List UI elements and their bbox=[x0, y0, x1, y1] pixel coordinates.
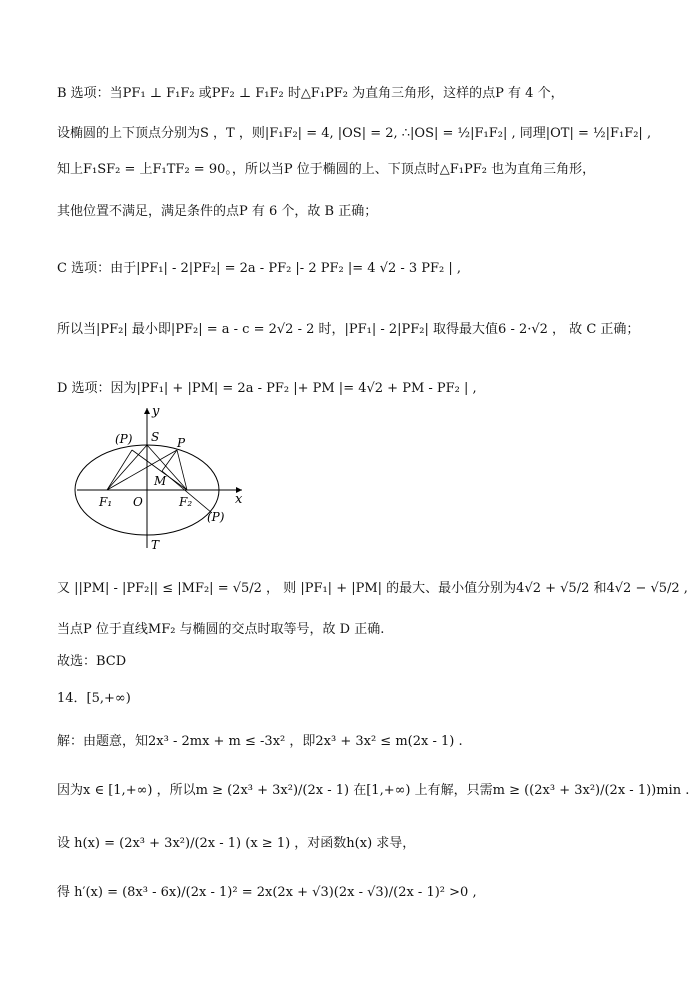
segment-f1-s bbox=[107, 445, 147, 490]
label-f2: F₂ bbox=[179, 495, 193, 509]
option-b-line-3: 知上F₁SF₂ = 上F₁TF₂ = 90。，所以当P 位于椭圆的上、下顶点时△F₁PF₂ 也为直角三角形， bbox=[57, 162, 596, 177]
label-s: S bbox=[151, 430, 160, 444]
solution-line-4: 得 h′(x) = (8x³ - 6x)/(2x - 1)² = 2x(2x + √3)(2x - √3)/(2x - 1)² >0 , bbox=[57, 885, 477, 900]
segment-f1-p bbox=[107, 450, 177, 490]
solution-line-3: 设 h(x) = (2x³ + 3x²)/(2x - 1) (x ≥ 1) ，对函数h(x) 求导， bbox=[57, 836, 416, 851]
solution-line-2: 因为x ∈ [1,+∞) ，所以m ≥ (2x³ + 3x²)/(2x - 1) 在[1,+∞) 上有解，只需m ≥ ((2x³ + 3x²)/(2x - 1))min . bbox=[57, 783, 690, 798]
answer-line: 故选：BCD bbox=[57, 654, 127, 669]
option-b-line-1: B 选项：当PF₁ ⊥ F₁F₂ 或PF₂ ⊥ F₁F₂ 时△F₁PF₂ 为直角三角形，这样的点P 有 4 个， bbox=[57, 86, 564, 101]
option-b-line-4: 其他位置不满足，满足条件的点P 有 6 个，故 B 正确； bbox=[57, 204, 378, 219]
label-y: y bbox=[152, 404, 160, 419]
label-p-left: (P) bbox=[115, 432, 133, 446]
option-b-line-2: 设椭圆的上下顶点分别为S ，T ，则|F₁F₂| = 4, |OS| = 2, ∴|OS| = ½|F₁F₂| , 同理|OT| = ½|F₁F₂| , bbox=[57, 126, 652, 141]
label-x: x bbox=[235, 492, 243, 507]
option-d-line-3: 当点P 位于直线MF₂ 与椭圆的交点时取等号，故 D 正确. bbox=[57, 622, 385, 637]
segment-f1-p-left bbox=[107, 450, 132, 490]
solution-line-1: 解：由题意，知2x³ - 2mx + m ≤ -3x² ，即2x³ + 3x² ≤ m(2x - 1) . bbox=[57, 734, 463, 749]
question-14-answer: 14．[5,+∞) bbox=[57, 691, 131, 706]
option-d-line-2: 又 ||PM| - |PF₂|| ≤ |MF₂| = √5/2 ， 则 |PF₁| + |PM| 的最大、最小值分别为4√2 + √5/2 和4√2 − √5/2 , bbox=[57, 581, 688, 596]
segment-m-p bbox=[162, 450, 177, 471]
y-axis-arrow bbox=[144, 408, 150, 414]
label-m: M bbox=[154, 474, 167, 488]
label-p: P bbox=[177, 436, 186, 450]
option-c-line-2: 所以当|PF₂| 最小即|PF₂| = a - c = 2√2 - 2 时，|PF₁| - 2|PF₂| 取得最大值6 - 2·√2 ， 故 C 正确； bbox=[57, 322, 640, 337]
option-c-line-1: C 选项：由于|PF₁| - 2|PF₂| = 2a - PF₂ |- 2 PF₂ |= 4 √2 - 3 PF₂ | , bbox=[57, 261, 462, 276]
ellipse-figure bbox=[57, 403, 247, 553]
label-p-right: (P) bbox=[207, 510, 225, 524]
label-t: T bbox=[151, 538, 160, 552]
label-o: O bbox=[133, 495, 143, 509]
label-f1: F₁ bbox=[99, 495, 113, 509]
option-d-line-1: D 选项：因为|PF₁| + |PM| = 2a - PF₂ |+ PM |= 4√2 + PM - PF₂ | , bbox=[57, 381, 477, 396]
